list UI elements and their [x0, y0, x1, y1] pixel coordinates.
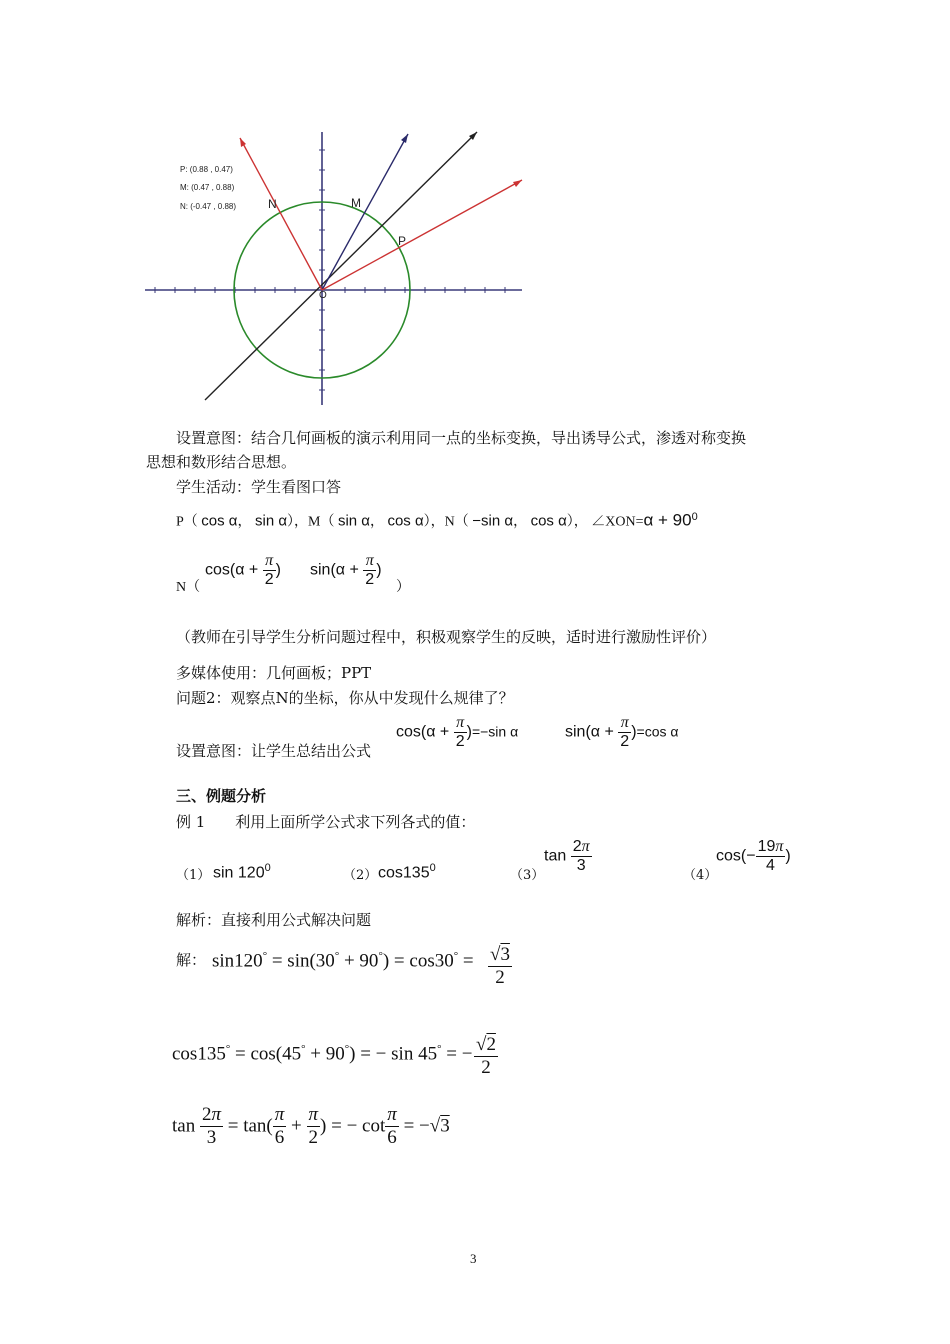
label-o: O [319, 290, 327, 301]
diagonal-line [205, 132, 477, 400]
solution-1-frac: √3 2 [490, 944, 510, 988]
legend-m: M: (0.47 , 0.88) [180, 183, 235, 192]
page-number: 3 [470, 1251, 477, 1266]
label-m: M [351, 196, 361, 210]
summary-formula-2: sin(α + $\frac{\pi}{2}$ )=cos α [565, 714, 679, 750]
pmn-line: P（ cos α， sin α），M（ sin α， cos α），N（ −sin α， cos α）， ∠XON=α + $90^0$ [176, 510, 698, 530]
problem-1: $\sin 120^0$ [213, 862, 271, 882]
design-intent-line2: 思想和数形结合思想。 [146, 453, 297, 471]
problem-2: $\cos 135^0$ [378, 862, 436, 882]
legend-n: N: (-0.47 , 0.88) [180, 202, 237, 211]
problem-3: tan $\frac{2\pi}{3}$ [544, 838, 590, 874]
label-p: P [398, 234, 407, 248]
n-prefix: N（ [176, 580, 201, 595]
n-suffix: ） [396, 580, 410, 595]
problem-2-label: （2） [343, 868, 378, 883]
legend-p: P: (0.88 , 0.47) [180, 165, 233, 174]
media-use: 多媒体使用：几何画板；PPT [176, 664, 372, 682]
question-2: 问题2：观察点N的坐标，你从中发现什么规律了？ [176, 689, 514, 707]
summary-formula-1: cos(α + $\frac{\pi}{2}$ )=−sin α [396, 714, 519, 750]
solution-2-frac: √2 2 [476, 1034, 496, 1078]
problem-1-label: （1） [176, 868, 211, 883]
n-cos-expr: cos(α + $\frac{\pi}{2}$ ) [205, 552, 281, 588]
n-sin-expr: sin(α + $\frac{\pi}{2}$ ) [310, 552, 382, 588]
example-1: 例 1 利用上面所学公式求下列各式的值： [176, 813, 476, 831]
ray-on [240, 138, 322, 290]
problem-4-label: （4） [683, 868, 718, 883]
analysis: 解析：直接利用公式解决问题 [176, 911, 372, 929]
problem-4: cos(− $\frac{19\pi}{4}$ ) [716, 838, 791, 874]
unit-circle-figure [140, 120, 530, 415]
design-intent-line1: 设置意图：结合几何画板的演示利用同一点的坐标变换，导出诱导公式，渗透对称变换 [176, 429, 747, 447]
solution-2: cos135° = cos(45° + 90°) = − sin 45° = − [172, 1043, 473, 1065]
section-heading: 三、例题分析 [176, 787, 267, 805]
solution-label: 解： [176, 951, 207, 969]
solution-1: sin120° = sin(30° + 90°) = cos30° = [212, 950, 474, 972]
problem-3-label: （3） [510, 868, 545, 883]
solution-3: tan $\frac{2\pi}{3}$ = tan( $\frac{\pi}{6}$ + $\frac{\pi}{2}$ ) = − cot $\frac{\pi}{6}$ = −√3 [172, 1104, 450, 1148]
summary-prefix: 设置意图：让学生总结出公式 [176, 742, 372, 760]
teacher-note: （教师在引导学生分析问题过程中，积极观察学生的反映，适时进行激励性评价） [176, 628, 717, 646]
student-activity: 学生活动：学生看图口答 [176, 478, 342, 496]
label-n: N [268, 197, 277, 211]
